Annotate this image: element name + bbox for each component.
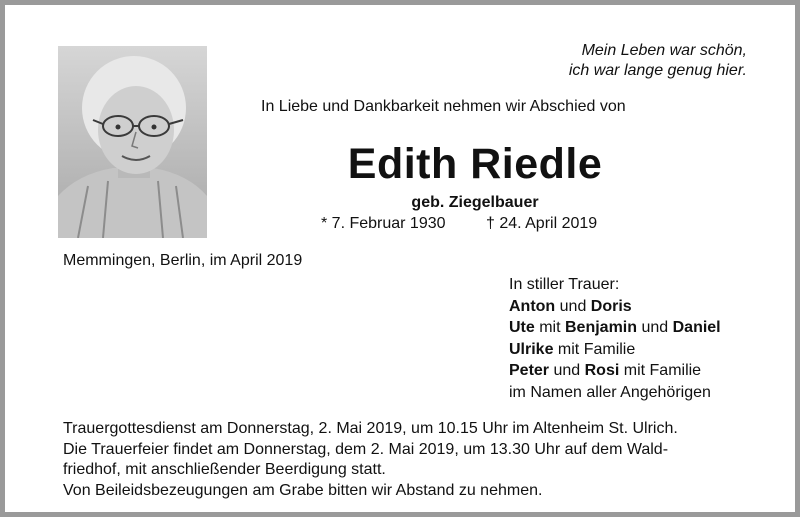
service-line-3: friedhof, mit anschließender Beerdigung statt. <box>63 461 386 478</box>
mourner-name: Ute <box>509 319 535 336</box>
maiden-name: geb. Ziegelbauer <box>411 194 539 211</box>
mourners-line-4 <box>509 360 721 382</box>
mourners-line-2 <box>509 317 721 339</box>
mourner-name: Rosi <box>584 362 620 379</box>
deceased-name: Edith Riedle <box>347 140 603 188</box>
mourners-line-3 <box>509 339 721 361</box>
birth-date: * 7. Februar 1930 <box>321 215 446 232</box>
mourner-connector: mit Familie <box>553 340 636 358</box>
mourner-connector: und <box>555 297 591 315</box>
mourner-name: Ulrike <box>509 340 554 358</box>
mourners-line-5: im Namen aller Angehörigen <box>509 383 711 401</box>
mourners-heading: In stiller Trauer: <box>509 276 620 293</box>
mourner-name: Daniel <box>672 319 721 336</box>
mourner-connector: mit Familie <box>619 362 702 379</box>
motto-line-1: Mein Leben war schön, <box>581 42 747 59</box>
mourner-name: Benjamin <box>565 319 638 336</box>
service-info <box>63 419 678 501</box>
service-line-2: Die Trauerfeier findet am Donnerstag, dem 2. Mai 2019, um 13.30 Uhr auf dem Wald- <box>63 440 669 458</box>
intro-text: In Liebe und Dankbarkeit nehmen wir Abschied von <box>261 98 626 115</box>
motto-line-2: ich war lange genug hier. <box>568 62 747 79</box>
death-date: † 24. April 2019 <box>485 215 598 232</box>
mourner-connector: und <box>637 319 673 336</box>
mourner-name: Peter <box>509 362 550 379</box>
portrait-photo <box>58 46 207 238</box>
place-date: Memmingen, Berlin, im April 2019 <box>63 252 303 269</box>
mourners-block <box>509 274 721 403</box>
service-line-4: Von Beileidsbezeugungen am Grabe bitten wir Abstand zu nehmen. <box>63 481 543 499</box>
motto-quote <box>569 41 747 81</box>
mourner-connector: und <box>549 362 585 379</box>
mourner-name: Doris <box>590 297 632 315</box>
mourner-connector: mit <box>534 319 565 336</box>
life-dates <box>321 215 597 233</box>
service-line-1: Trauergottesdienst am Donnerstag, 2. Mai 2019, um 10.15 Uhr im Altenheim St. Ulrich. <box>63 420 678 437</box>
mourner-name: Anton <box>509 297 556 315</box>
mourners-line-1 <box>509 296 721 318</box>
